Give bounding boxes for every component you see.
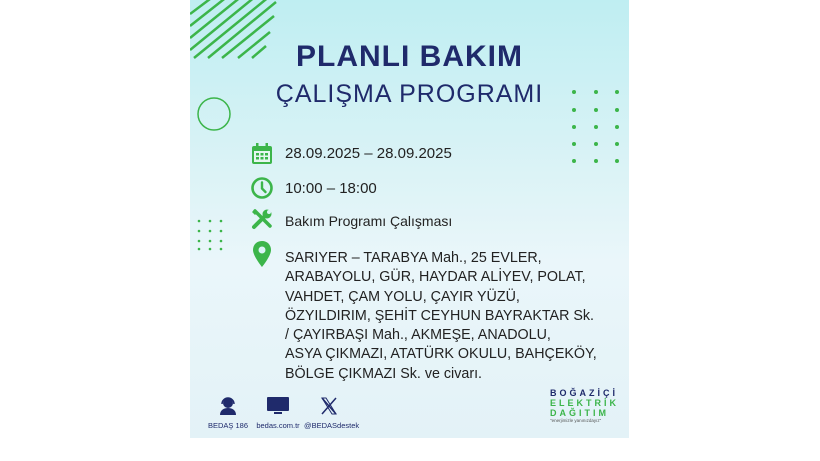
dots-decoration-left <box>196 218 226 252</box>
maintenance-card <box>190 0 629 438</box>
location-pin-icon <box>250 240 274 268</box>
website-monitor-icon <box>266 396 290 416</box>
call-center-label: BEDAŞ 186 <box>207 421 249 430</box>
call-center-icon <box>218 396 238 416</box>
page-title: PLANLI BAKIM <box>296 40 523 73</box>
logo-tagline: "enerjimizle yanınızdayız" <box>550 418 602 423</box>
date-range: 28.09.2025 – 28.09.2025 <box>285 145 452 162</box>
affected-locations: SARIYER – TARABYA Mah., 25 EVLER, ARABAYOLU, GÜR, HAYDAR ALİYEV, POLAT, VAHDET, ÇAM YOLU, ÇAYIR YÜZÜ, ÖZYILDIRIM, ŞEHİT CEYHUN BAYRAKTAR Sk. / ÇAYIRBAŞI Mah., AKMEŞE, ANADOLU, ASYA ÇIKMAZI, ATATÜRK OKULU, BAHÇEKÖY, BÖLGE ÇIKMAZI Sk. ve civarı. <box>285 250 597 382</box>
website-link[interactable]: bedas.com.tr <box>256 421 300 430</box>
logo-line-1: BOĞAZİÇİ <box>550 388 618 398</box>
calendar-icon <box>250 142 274 166</box>
work-type: Bakım Programı Çalışması <box>285 213 453 229</box>
social-handle-link[interactable]: @BEDASdestek <box>304 421 360 430</box>
tools-icon <box>250 207 274 231</box>
logo-line-2: ELEKTRİK <box>550 398 619 408</box>
x-twitter-icon <box>320 397 338 415</box>
page-subtitle: ÇALIŞMA PROGRAMI <box>275 80 544 108</box>
bogazici-logo <box>550 388 619 424</box>
clock-icon <box>250 176 274 200</box>
time-range: 10:00 – 18:00 <box>285 180 377 197</box>
logo-line-3: DAĞITIM <box>550 408 609 418</box>
